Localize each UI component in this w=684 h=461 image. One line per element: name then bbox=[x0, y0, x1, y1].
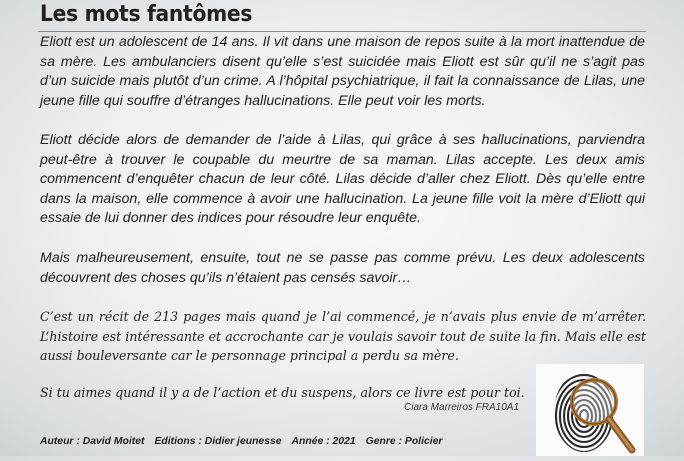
credit-year: Année : 2021 bbox=[291, 436, 356, 447]
summary-paragraph-2: Eliott décide alors de demander de l’aide à Lilas, qui grâce à ses hallucinations, parviendra peut-être à trouver le coupable du meurtre de sa maman. Lilas accepte. Les deux amis commencent d’enquêter chacun de leur côté. Lilas décide d’aller chez Eliott. Dès qu’elle entre dans la maison, elle commence à avoir une hallucination. La jeune fille voit la mère d’Eliott qui essaie de lui donner des indices pour résoudre leur enquête. bbox=[40, 132, 645, 226]
review-recommendation: Si tu aimes quand il y a de l’action et du suspens, alors ce livre est pour toi. bbox=[40, 385, 525, 400]
review-paragraph: C’est un récit de 213 pages mais quand je l’ai commencé, je n’avais plus envie de m’arrêter. L’histoire est intéressante et accrochante car je voulais savoir tout de suite la fin. Mais elle est aussi bouleversante car le personnage principal a perdu sa mère. bbox=[40, 309, 646, 363]
summary-paragraph-3: Mais malheureusement, ensuite, tout ne se passe pas comme prévu. Les deux adolescents découvrent des choses qu’ils n’étaient pas censés savoir… bbox=[40, 250, 645, 286]
fingerprint-magnifier-icon bbox=[536, 364, 644, 456]
credit-publisher: Editions : Didier jeunesse bbox=[154, 436, 282, 447]
page-title: Les mots fantômes bbox=[40, 2, 253, 27]
author-signature: Ciara Marreiros FRA10A1 bbox=[404, 402, 520, 413]
summary-paragraph-1: Eliott est un adolescent de 14 ans. Il vit dans une maison de repos suite à la mort inattendue de sa mère. Les ambulanciers disent qu’elle s’est suicidée mais Eliott est sûr qu’il ne s’agit pas d’un suicide mais plutôt d’un crime. A l’hôpital psychiatrique, il fait la connaissance de Lilas, une jeune fille qui souffre d’étranges hallucinations. Elle peut voir les morts. bbox=[40, 34, 645, 109]
title-divider bbox=[38, 31, 646, 32]
credit-author: Auteur : David Moitet bbox=[40, 436, 145, 447]
book-credits bbox=[40, 436, 452, 447]
credit-genre: Genre : Policier bbox=[365, 436, 443, 447]
